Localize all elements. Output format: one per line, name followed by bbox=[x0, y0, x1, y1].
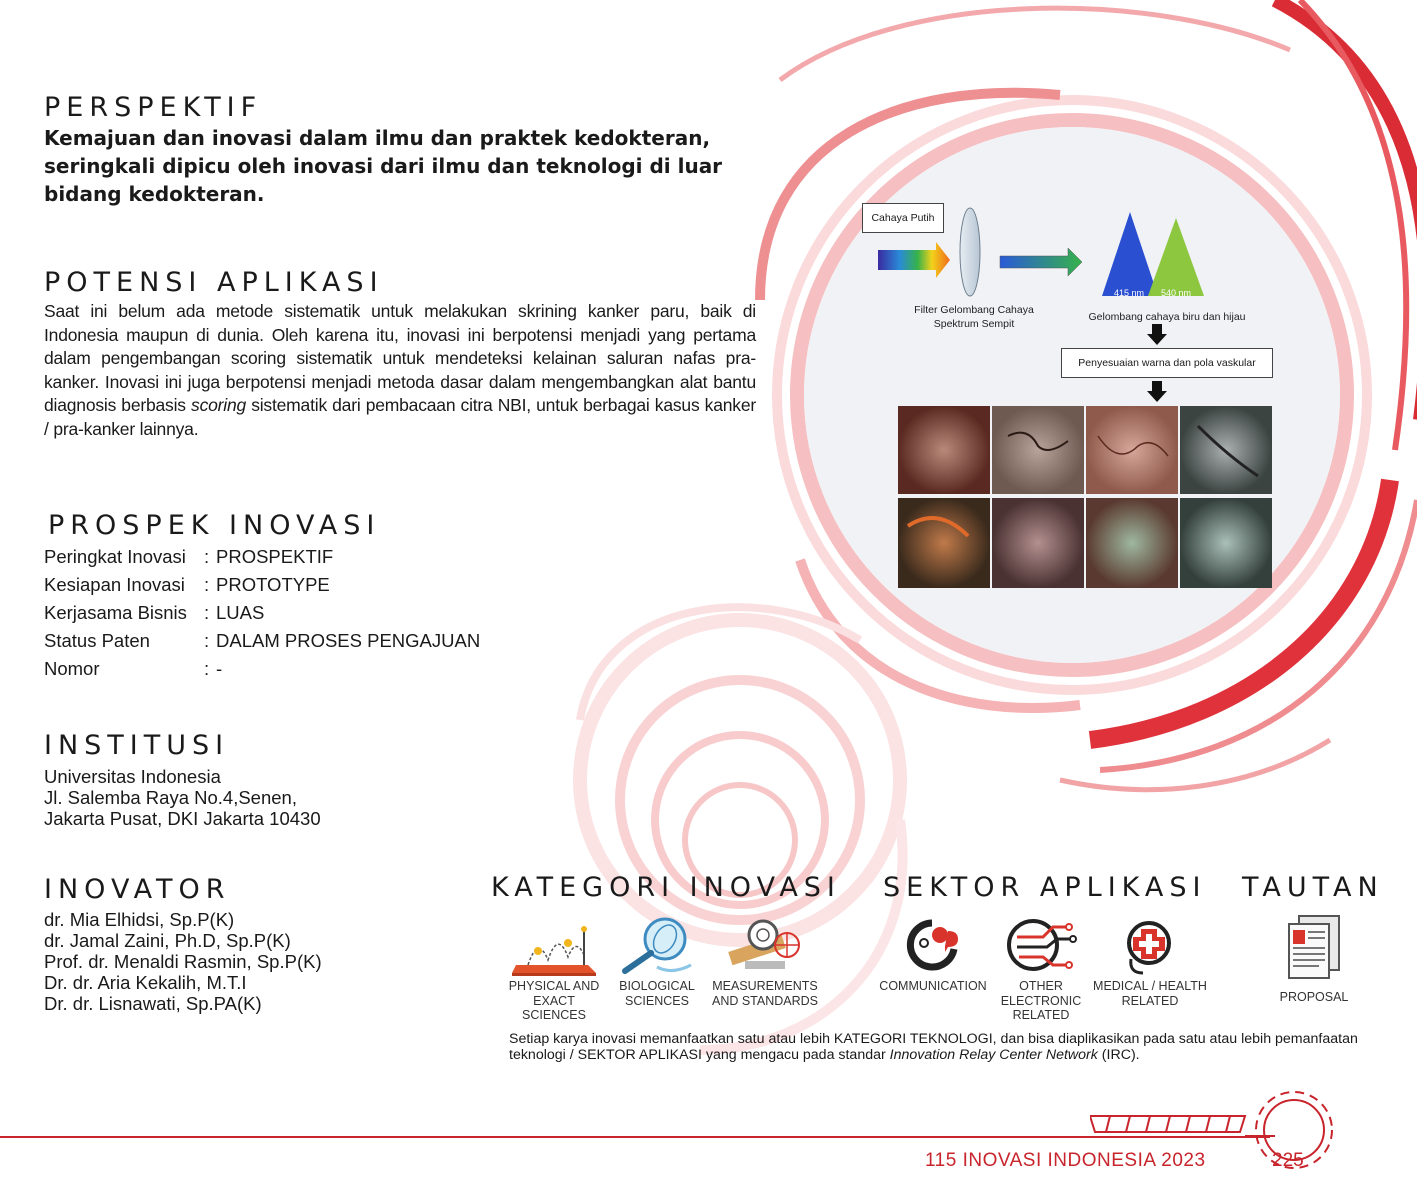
perspektif-title: PERSPEKTIF bbox=[44, 92, 263, 123]
perspektif-lead-line: bidang kedokteran. bbox=[44, 182, 265, 206]
page-number: 225 bbox=[1272, 1150, 1304, 1171]
sektor-label-line: COMMUNICATION bbox=[879, 979, 987, 993]
prospek-separator: : bbox=[204, 546, 210, 567]
inovator-name: Dr. dr. Aria Kekalih, M.T.I bbox=[44, 972, 247, 993]
sektor-communication[interactable] bbox=[876, 915, 990, 994]
inovator-title: INOVATOR bbox=[44, 874, 231, 905]
communication-icon bbox=[902, 915, 964, 977]
institusi-line: Jl. Salemba Raya No.4,Senen, bbox=[44, 787, 297, 808]
filter-label-line: Spektrum Sempit bbox=[933, 318, 1015, 330]
inovator-name: Dr. dr. Lisnawati, Sp.PA(K) bbox=[44, 993, 262, 1014]
nbi-diagram bbox=[858, 200, 1288, 600]
prospek-row bbox=[44, 655, 480, 683]
magnifier-biology-icon bbox=[617, 915, 697, 977]
kategori-label-line: SCIENCES bbox=[625, 993, 689, 1008]
gear-decoration-icon bbox=[1090, 1090, 1340, 1190]
sektor-title: SEKTOR APLIKASI bbox=[883, 872, 1207, 903]
kategori-label bbox=[617, 979, 697, 1008]
kategori-title: KATEGORI INOVASI bbox=[491, 872, 841, 903]
medical-icon bbox=[1119, 915, 1181, 977]
physics-icon bbox=[508, 915, 600, 977]
kategori-label-line: BIOLOGICAL bbox=[619, 979, 695, 993]
institusi-line: Universitas Indonesia bbox=[44, 766, 221, 787]
kategori-label-line: AND STANDARDS bbox=[711, 993, 819, 1008]
sektor-label-line: OTHER bbox=[1019, 979, 1063, 993]
prospek-value: LUAS bbox=[216, 602, 265, 623]
prospek-label: Kerjasama Bisnis bbox=[44, 602, 187, 623]
kategori-label-line: MEASUREMENTS bbox=[712, 979, 818, 993]
sektor-electronic[interactable] bbox=[1000, 915, 1082, 1023]
footnote-text-part: (IRC). bbox=[1097, 1047, 1140, 1063]
filter-label-line: Filter Gelombang Cahaya bbox=[914, 304, 1034, 316]
kategori-label bbox=[503, 979, 605, 1023]
perspektif-lead bbox=[44, 124, 804, 208]
potensi-title: POTENSI APLIKASI bbox=[44, 267, 384, 298]
footer-publication-title: 115 INOVASI INDONESIA 2023 bbox=[925, 1150, 1206, 1171]
institusi-title: INSTITUSI bbox=[44, 730, 230, 761]
prospek-row bbox=[44, 599, 480, 627]
footnote-text-italic: Innovation Relay Center Network bbox=[889, 1047, 1098, 1063]
prospek-title: PROSPEK INOVASI bbox=[48, 510, 381, 541]
institusi-address bbox=[44, 766, 321, 829]
institusi-line: Jakarta Pusat, DKI Jakarta 10430 bbox=[44, 808, 321, 829]
prospek-row bbox=[44, 543, 480, 571]
potensi-text-part: Saat ini belum ada metode sistematik untuk melakukan skrining kanker paru, baik di Indonesia maupun di dunia. Oleh karena itu, inovasi ini berpotensi menjadi yang pertama dalam pengembangan scoring sistematik untuk mendeteksi kelainan saluran nafas pra-kanker. Inovasi ini juga berpotensi menjadi metoda dasar dalam mengembangkan alat bantu diagnosis berbasis bbox=[44, 301, 756, 416]
inovator-name: dr. Mia Elhidsi, Sp.P(K) bbox=[44, 909, 235, 930]
sektor-medical[interactable] bbox=[1090, 915, 1210, 1008]
inovator-name: dr. Jamal Zaini, Ph.D, Sp.P(K) bbox=[44, 930, 291, 951]
prospek-separator: : bbox=[204, 658, 210, 679]
endoscopy-image-grid bbox=[898, 406, 1274, 592]
kategori-measurements[interactable] bbox=[710, 915, 820, 1008]
kategori-label-line: PHYSICAL AND bbox=[508, 979, 600, 993]
prospek-separator: : bbox=[204, 602, 210, 623]
sektor-label bbox=[876, 979, 990, 994]
prospek-value: - bbox=[216, 658, 223, 679]
sektor-label bbox=[1000, 979, 1082, 1023]
sektor-label bbox=[1090, 979, 1210, 1008]
tautan-proposal-link[interactable] bbox=[1270, 912, 1358, 1005]
green-wavelength-label: 540 nm bbox=[1161, 288, 1192, 298]
adjust-box: Penyesuaian warna dan pola vaskular bbox=[1061, 348, 1273, 378]
sektor-label-line: RELATED bbox=[1012, 1008, 1070, 1022]
kategori-physical[interactable] bbox=[503, 915, 605, 1023]
prospek-separator: : bbox=[204, 574, 210, 595]
kategori-label-line: EXACT SCIENCES bbox=[522, 993, 586, 1022]
inovator-list bbox=[44, 909, 322, 1014]
prospek-label: Nomor bbox=[44, 658, 100, 679]
prospek-value: PROTOTYPE bbox=[216, 574, 330, 595]
white-light-box: Cahaya Putih bbox=[862, 203, 944, 233]
sektor-label-line: MEDICAL / HEALTH bbox=[1093, 979, 1207, 993]
wave-label: Gelombang cahaya biru dan hijau bbox=[1088, 311, 1246, 323]
prospek-label: Peringkat Inovasi bbox=[44, 546, 186, 567]
filter-label bbox=[908, 303, 1040, 331]
prospek-value: PROSPEKTIF bbox=[216, 546, 334, 567]
prospek-label: Kesiapan Inovasi bbox=[44, 574, 185, 595]
footnote-text-part: Setiap karya inovasi memanfaatkan satu atau lebih KATEGORI TEKNOLOGI, dan bisa diaplikasikan pada satu atau lebih pemanfaatan teknologi / SEKTOR APLIKASI yang mengacu pada standar bbox=[509, 1031, 1358, 1063]
prospek-value: DALAM PROSES PENGAJUAN bbox=[216, 630, 481, 651]
kategori-biological[interactable] bbox=[617, 915, 697, 1008]
tautan-label: PROPOSAL bbox=[1279, 990, 1349, 1004]
measurement-icon bbox=[719, 915, 811, 977]
potensi-text-part: sistematik dari pembacaan citra NBI, untuk berbagai kasus kanker / pra-kanker lainnya. bbox=[44, 395, 756, 439]
document-icon bbox=[1283, 912, 1345, 984]
perspektif-lead-line: Kemajuan dan inovasi dalam ilmu dan praktek kedokteran, bbox=[44, 126, 711, 150]
prospek-label: Status Paten bbox=[44, 630, 150, 651]
footnote bbox=[509, 1031, 1389, 1063]
down-arrow-icon bbox=[1146, 324, 1168, 346]
kategori-label bbox=[710, 979, 820, 1008]
potensi-text-italic: scoring bbox=[191, 395, 247, 416]
down-arrow-icon bbox=[1146, 381, 1168, 403]
tautan-title: TAUTAN bbox=[1242, 872, 1384, 903]
sektor-label-line: ELECTRONIC bbox=[1000, 993, 1082, 1008]
sektor-label-line: RELATED bbox=[1121, 993, 1179, 1008]
prospek-row bbox=[44, 627, 480, 655]
perspektif-lead-line: seringkali dipicu oleh inovasi dari ilmu dan teknologi di luar bbox=[44, 154, 723, 178]
potensi-paragraph bbox=[44, 300, 756, 442]
blue-wavelength-label: 415 nm bbox=[1114, 288, 1145, 298]
inovator-name: Prof. dr. Menaldi Rasmin, Sp.P(K) bbox=[44, 951, 322, 972]
footer-divider bbox=[0, 1136, 1270, 1138]
prospek-row bbox=[44, 571, 480, 599]
prospek-separator: : bbox=[204, 630, 210, 651]
prospek-table bbox=[44, 543, 480, 683]
electronic-circuit-icon bbox=[1003, 915, 1079, 977]
